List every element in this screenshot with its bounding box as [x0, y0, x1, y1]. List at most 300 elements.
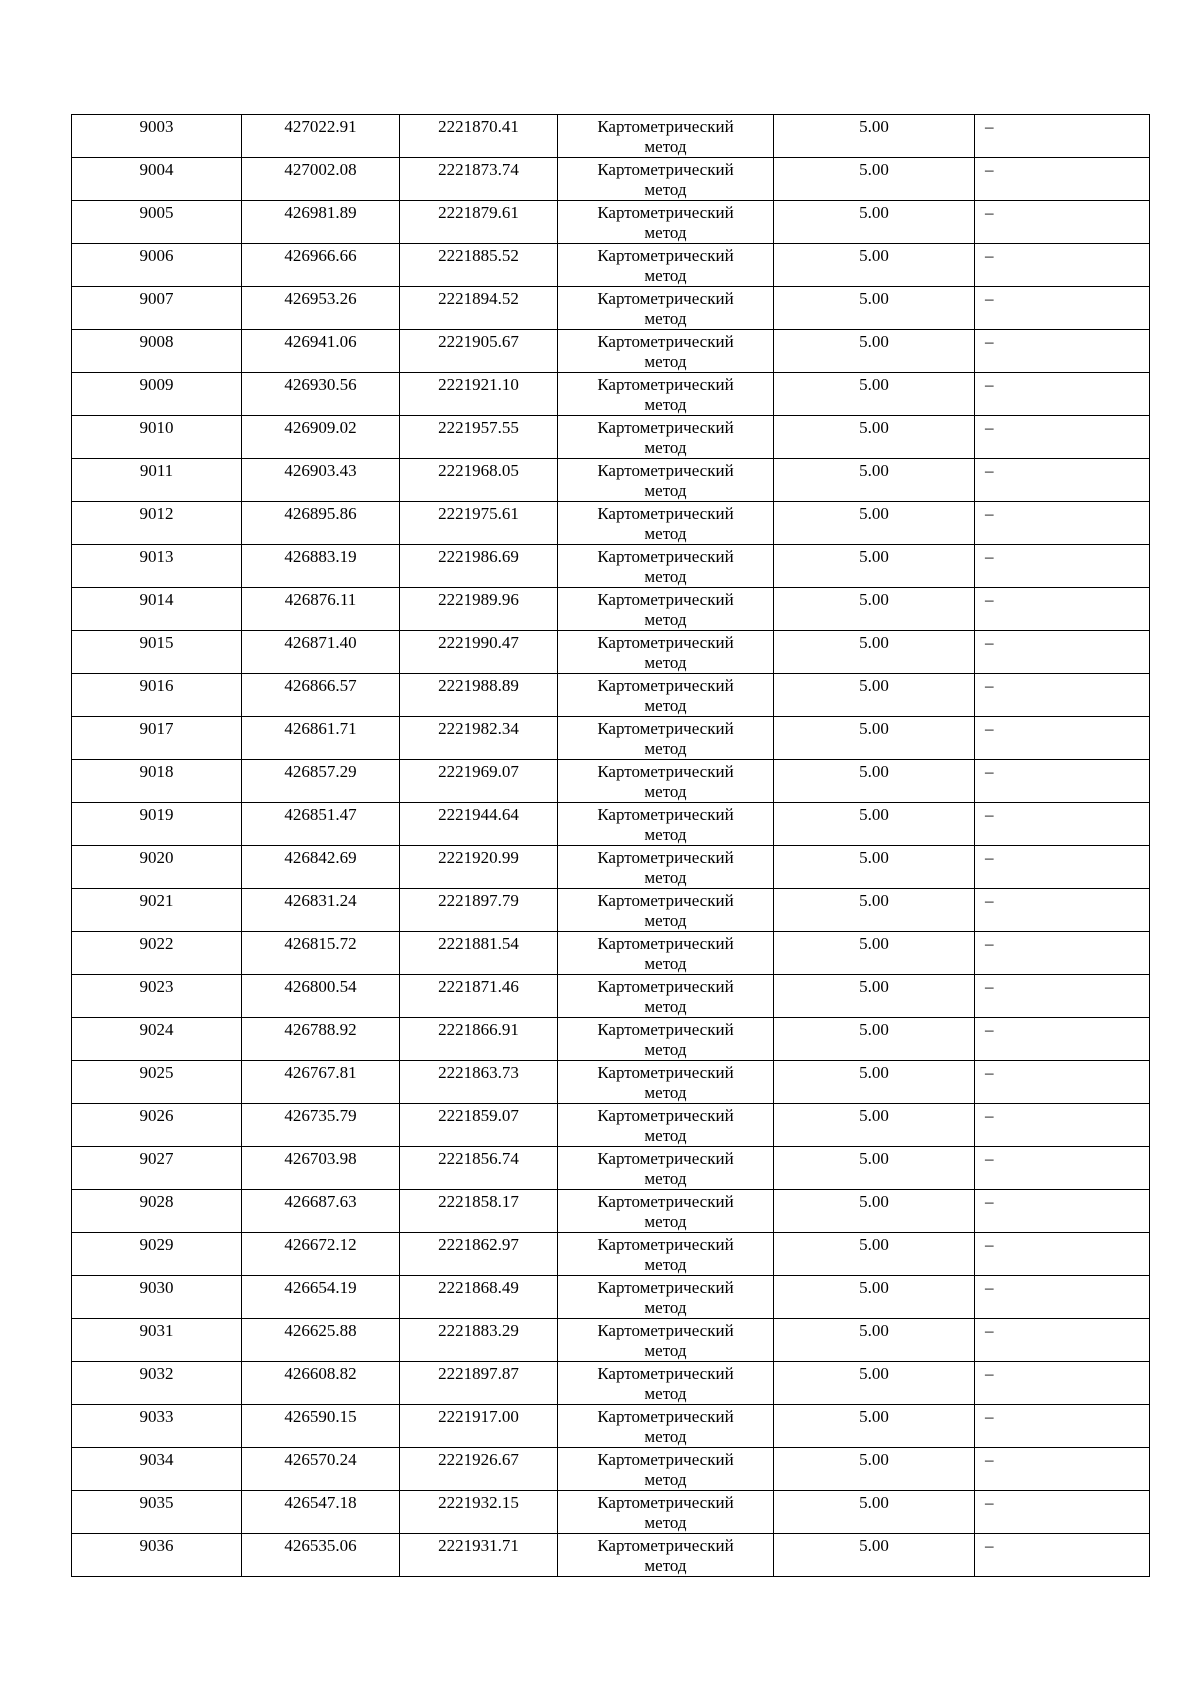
method-line-2: метод: [644, 137, 687, 156]
note-cell: [975, 975, 1150, 1018]
point-number-cell-text: 9026: [139, 1106, 174, 1125]
table-row: [72, 889, 1150, 932]
note-cell-text: –: [985, 590, 994, 609]
y-coordinate-cell: [400, 1319, 558, 1362]
x-coordinate-cell: [242, 846, 400, 889]
note-cell-text: –: [985, 1020, 994, 1039]
table-row: [72, 1018, 1150, 1061]
y-coordinate-cell-text: 2221885.52: [438, 246, 519, 265]
table-row: [72, 1319, 1150, 1362]
point-number-cell: [72, 545, 242, 588]
note-cell: [975, 416, 1150, 459]
note-cell-text: –: [985, 160, 994, 179]
y-coordinate-cell: [400, 1061, 558, 1104]
y-coordinate-cell: [400, 502, 558, 545]
y-coordinate-cell-text: 2221931.71: [438, 1536, 519, 1555]
point-number-cell: [72, 803, 242, 846]
accuracy-cell-text: 5.00: [859, 1536, 889, 1555]
point-number-cell-text: 9013: [139, 547, 174, 566]
x-coordinate-cell: [242, 1061, 400, 1104]
point-number-cell-text: 9029: [139, 1235, 174, 1254]
accuracy-cell: [774, 1405, 975, 1448]
x-coordinate-cell: [242, 760, 400, 803]
x-coordinate-cell-text: 426953.26: [284, 289, 357, 308]
point-number-cell: [72, 588, 242, 631]
method-cell: [558, 502, 774, 545]
note-cell: [975, 889, 1150, 932]
accuracy-cell: [774, 760, 975, 803]
accuracy-cell: [774, 545, 975, 588]
method-line-2: метод: [644, 1298, 687, 1317]
table-row: [72, 244, 1150, 287]
accuracy-cell-text: 5.00: [859, 676, 889, 695]
note-cell: [975, 502, 1150, 545]
x-coordinate-cell: [242, 1190, 400, 1233]
coordinates-table-body: [72, 115, 1150, 1577]
method-line-1: Картометрический: [597, 633, 734, 652]
y-coordinate-cell-text: 2221932.15: [438, 1493, 519, 1512]
method-cell: [558, 1276, 774, 1319]
method-line-1: Картометрический: [597, 1321, 734, 1340]
x-coordinate-cell: [242, 1362, 400, 1405]
point-number-cell-text: 9023: [139, 977, 174, 996]
method-line-1: Картометрический: [597, 1278, 734, 1297]
x-coordinate-cell: [242, 502, 400, 545]
accuracy-cell-text: 5.00: [859, 1106, 889, 1125]
note-cell: [975, 1405, 1150, 1448]
note-cell-text: –: [985, 1192, 994, 1211]
method-cell: [558, 803, 774, 846]
method-cell: [558, 1491, 774, 1534]
x-coordinate-cell: [242, 545, 400, 588]
method-line-1: Картометрический: [597, 332, 734, 351]
y-coordinate-cell-text: 2221905.67: [438, 332, 519, 351]
table-row: [72, 846, 1150, 889]
method-line-1: Картометрический: [597, 934, 734, 953]
point-number-cell: [72, 1190, 242, 1233]
note-cell-text: –: [985, 676, 994, 695]
y-coordinate-cell: [400, 1405, 558, 1448]
x-coordinate-cell-text: 426861.71: [284, 719, 357, 738]
accuracy-cell: [774, 846, 975, 889]
accuracy-cell: [774, 803, 975, 846]
point-number-cell: [72, 631, 242, 674]
accuracy-cell-text: 5.00: [859, 805, 889, 824]
table-row: [72, 717, 1150, 760]
method-line-2: метод: [644, 954, 687, 973]
method-line-2: метод: [644, 1255, 687, 1274]
note-cell-text: –: [985, 1106, 994, 1125]
method-line-1: Картометрический: [597, 246, 734, 265]
method-cell: [558, 416, 774, 459]
accuracy-cell-text: 5.00: [859, 1235, 889, 1254]
y-coordinate-cell: [400, 373, 558, 416]
table-row: [72, 803, 1150, 846]
accuracy-cell: [774, 459, 975, 502]
x-coordinate-cell: [242, 459, 400, 502]
method-cell: [558, 115, 774, 158]
point-number-cell: [72, 717, 242, 760]
y-coordinate-cell: [400, 1448, 558, 1491]
x-coordinate-cell: [242, 1233, 400, 1276]
table-row: [72, 115, 1150, 158]
table-row: [72, 459, 1150, 502]
point-number-cell: [72, 846, 242, 889]
y-coordinate-cell-text: 2221871.46: [438, 977, 519, 996]
note-cell: [975, 588, 1150, 631]
method-line-2: метод: [644, 911, 687, 930]
method-line-1: Картометрический: [597, 719, 734, 738]
note-cell-text: –: [985, 1278, 994, 1297]
point-number-cell: [72, 1233, 242, 1276]
y-coordinate-cell: [400, 1018, 558, 1061]
note-cell-text: –: [985, 1536, 994, 1555]
accuracy-cell-text: 5.00: [859, 719, 889, 738]
accuracy-cell: [774, 1534, 975, 1577]
x-coordinate-cell: [242, 287, 400, 330]
note-cell-text: –: [985, 1407, 994, 1426]
table-row: [72, 158, 1150, 201]
method-line-1: Картометрический: [597, 762, 734, 781]
note-cell: [975, 760, 1150, 803]
accuracy-cell: [774, 975, 975, 1018]
y-coordinate-cell: [400, 932, 558, 975]
point-number-cell-text: 9005: [139, 203, 174, 222]
note-cell-text: –: [985, 934, 994, 953]
point-number-cell: [72, 1147, 242, 1190]
note-cell: [975, 1061, 1150, 1104]
method-cell: [558, 1362, 774, 1405]
x-coordinate-cell: [242, 631, 400, 674]
method-cell: [558, 1147, 774, 1190]
note-cell-text: –: [985, 762, 994, 781]
method-line-2: метод: [644, 266, 687, 285]
note-cell-text: –: [985, 1235, 994, 1254]
method-line-2: метод: [644, 653, 687, 672]
method-line-2: метод: [644, 1470, 687, 1489]
y-coordinate-cell-text: 2221921.10: [438, 375, 519, 394]
note-cell-text: –: [985, 891, 994, 910]
method-line-2: метод: [644, 1126, 687, 1145]
y-coordinate-cell: [400, 1233, 558, 1276]
y-coordinate-cell-text: 2221868.49: [438, 1278, 519, 1297]
method-cell: [558, 1190, 774, 1233]
accuracy-cell: [774, 1319, 975, 1362]
method-cell: [558, 1061, 774, 1104]
note-cell: [975, 201, 1150, 244]
method-line-2: метод: [644, 567, 687, 586]
point-number-cell: [72, 1319, 242, 1362]
method-line-2: метод: [644, 1040, 687, 1059]
accuracy-cell-text: 5.00: [859, 289, 889, 308]
method-cell: [558, 932, 774, 975]
y-coordinate-cell-text: 2221920.99: [438, 848, 519, 867]
point-number-cell: [72, 1448, 242, 1491]
table-row: [72, 287, 1150, 330]
table-row: [72, 1233, 1150, 1276]
accuracy-cell-text: 5.00: [859, 1020, 889, 1039]
y-coordinate-cell: [400, 717, 558, 760]
method-line-2: метод: [644, 524, 687, 543]
accuracy-cell-text: 5.00: [859, 1321, 889, 1340]
method-line-1: Картометрический: [597, 1106, 734, 1125]
method-line-1: Картометрический: [597, 891, 734, 910]
method-line-1: Картометрический: [597, 1493, 734, 1512]
accuracy-cell-text: 5.00: [859, 977, 889, 996]
y-coordinate-cell: [400, 674, 558, 717]
method-line-1: Картометрический: [597, 504, 734, 523]
y-coordinate-cell: [400, 287, 558, 330]
x-coordinate-cell-text: 426895.86: [284, 504, 357, 523]
point-number-cell-text: 9036: [139, 1536, 174, 1555]
x-coordinate-cell-text: 426800.54: [284, 977, 357, 996]
accuracy-cell-text: 5.00: [859, 848, 889, 867]
table-row: [72, 330, 1150, 373]
point-number-cell-text: 9019: [139, 805, 174, 824]
x-coordinate-cell-text: 427022.91: [284, 117, 357, 136]
note-cell: [975, 287, 1150, 330]
point-number-cell: [72, 201, 242, 244]
method-cell: [558, 287, 774, 330]
y-coordinate-cell: [400, 889, 558, 932]
note-cell: [975, 244, 1150, 287]
y-coordinate-cell-text: 2221897.79: [438, 891, 519, 910]
point-number-cell-text: 9018: [139, 762, 174, 781]
x-coordinate-cell: [242, 803, 400, 846]
point-number-cell-text: 9031: [139, 1321, 174, 1340]
note-cell: [975, 158, 1150, 201]
table-row: [72, 201, 1150, 244]
point-number-cell-text: 9016: [139, 676, 174, 695]
table-row: [72, 631, 1150, 674]
method-line-1: Картометрический: [597, 375, 734, 394]
point-number-cell-text: 9033: [139, 1407, 174, 1426]
accuracy-cell: [774, 631, 975, 674]
y-coordinate-cell: [400, 588, 558, 631]
accuracy-cell-text: 5.00: [859, 1364, 889, 1383]
accuracy-cell-text: 5.00: [859, 203, 889, 222]
x-coordinate-cell: [242, 201, 400, 244]
point-number-cell: [72, 1104, 242, 1147]
point-number-cell-text: 9021: [139, 891, 174, 910]
method-line-2: метод: [644, 1169, 687, 1188]
table-row: [72, 760, 1150, 803]
table-row: [72, 416, 1150, 459]
point-number-cell-text: 9010: [139, 418, 174, 437]
method-line-2: метод: [644, 309, 687, 328]
method-cell: [558, 760, 774, 803]
y-coordinate-cell: [400, 1362, 558, 1405]
y-coordinate-cell-text: 2221879.61: [438, 203, 519, 222]
y-coordinate-cell-text: 2221944.64: [438, 805, 519, 824]
note-cell-text: –: [985, 1364, 994, 1383]
method-cell: [558, 846, 774, 889]
accuracy-cell: [774, 201, 975, 244]
accuracy-cell: [774, 287, 975, 330]
x-coordinate-cell-text: 426930.56: [284, 375, 357, 394]
y-coordinate-cell: [400, 244, 558, 287]
accuracy-cell-text: 5.00: [859, 1063, 889, 1082]
method-line-2: метод: [644, 696, 687, 715]
method-cell: [558, 1319, 774, 1362]
x-coordinate-cell-text: 426941.06: [284, 332, 357, 351]
accuracy-cell: [774, 717, 975, 760]
table-row: [72, 588, 1150, 631]
point-number-cell-text: 9024: [139, 1020, 174, 1039]
table-row: [72, 975, 1150, 1018]
table-row: [72, 373, 1150, 416]
note-cell: [975, 1362, 1150, 1405]
point-number-cell: [72, 416, 242, 459]
y-coordinate-cell-text: 2221856.74: [438, 1149, 519, 1168]
y-coordinate-cell-text: 2221881.54: [438, 934, 519, 953]
note-cell-text: –: [985, 289, 994, 308]
accuracy-cell-text: 5.00: [859, 1278, 889, 1297]
method-line-2: метод: [644, 997, 687, 1016]
point-number-cell-text: 9034: [139, 1450, 174, 1469]
point-number-cell-text: 9008: [139, 332, 174, 351]
note-cell: [975, 115, 1150, 158]
accuracy-cell-text: 5.00: [859, 117, 889, 136]
y-coordinate-cell-text: 2221863.73: [438, 1063, 519, 1082]
y-coordinate-cell-text: 2221866.91: [438, 1020, 519, 1039]
accuracy-cell: [774, 1061, 975, 1104]
accuracy-cell: [774, 674, 975, 717]
x-coordinate-cell: [242, 1018, 400, 1061]
x-coordinate-cell-text: 426866.57: [284, 676, 357, 695]
note-cell: [975, 1448, 1150, 1491]
method-line-1: Картометрический: [597, 1020, 734, 1039]
x-coordinate-cell: [242, 1405, 400, 1448]
note-cell: [975, 1276, 1150, 1319]
accuracy-cell-text: 5.00: [859, 418, 889, 437]
y-coordinate-cell-text: 2221969.07: [438, 762, 519, 781]
table-row: [72, 502, 1150, 545]
note-cell: [975, 846, 1150, 889]
note-cell: [975, 1147, 1150, 1190]
point-number-cell-text: 9020: [139, 848, 174, 867]
method-cell: [558, 244, 774, 287]
point-number-cell-text: 9003: [139, 117, 174, 136]
accuracy-cell: [774, 1104, 975, 1147]
point-number-cell: [72, 1491, 242, 1534]
point-number-cell: [72, 502, 242, 545]
y-coordinate-cell-text: 2221894.52: [438, 289, 519, 308]
x-coordinate-cell-text: 426570.24: [284, 1450, 357, 1469]
y-coordinate-cell-text: 2221862.97: [438, 1235, 519, 1254]
y-coordinate-cell: [400, 1276, 558, 1319]
point-number-cell: [72, 1534, 242, 1577]
x-coordinate-cell: [242, 115, 400, 158]
table-row: [72, 1147, 1150, 1190]
y-coordinate-cell-text: 2221988.89: [438, 676, 519, 695]
point-number-cell: [72, 932, 242, 975]
x-coordinate-cell-text: 426903.43: [284, 461, 357, 480]
point-number-cell-text: 9035: [139, 1493, 174, 1512]
accuracy-cell-text: 5.00: [859, 375, 889, 394]
y-coordinate-cell: [400, 1147, 558, 1190]
method-line-1: Картометрический: [597, 1536, 734, 1555]
accuracy-cell-text: 5.00: [859, 246, 889, 265]
accuracy-cell-text: 5.00: [859, 504, 889, 523]
y-coordinate-cell: [400, 416, 558, 459]
x-coordinate-cell: [242, 330, 400, 373]
point-number-cell: [72, 115, 242, 158]
note-cell-text: –: [985, 719, 994, 738]
method-cell: [558, 889, 774, 932]
table-row: [72, 1448, 1150, 1491]
point-number-cell-text: 9028: [139, 1192, 174, 1211]
x-coordinate-cell-text: 426625.88: [284, 1321, 357, 1340]
point-number-cell: [72, 373, 242, 416]
x-coordinate-cell: [242, 932, 400, 975]
note-cell: [975, 1319, 1150, 1362]
y-coordinate-cell: [400, 975, 558, 1018]
note-cell: [975, 1018, 1150, 1061]
x-coordinate-cell-text: 426654.19: [284, 1278, 357, 1297]
method-line-2: метод: [644, 1212, 687, 1231]
y-coordinate-cell-text: 2221986.69: [438, 547, 519, 566]
table-row: [72, 1491, 1150, 1534]
accuracy-cell: [774, 1362, 975, 1405]
note-cell-text: –: [985, 203, 994, 222]
point-number-cell-text: 9025: [139, 1063, 174, 1082]
y-coordinate-cell: [400, 1491, 558, 1534]
method-line-1: Картометрический: [597, 289, 734, 308]
note-cell: [975, 1233, 1150, 1276]
x-coordinate-cell-text: 426788.92: [284, 1020, 357, 1039]
method-cell: [558, 330, 774, 373]
method-line-1: Картометрический: [597, 547, 734, 566]
table-row: [72, 1362, 1150, 1405]
method-cell: [558, 975, 774, 1018]
point-number-cell: [72, 760, 242, 803]
x-coordinate-cell-text: 426966.66: [284, 246, 357, 265]
point-number-cell: [72, 1362, 242, 1405]
x-coordinate-cell: [242, 158, 400, 201]
accuracy-cell: [774, 932, 975, 975]
accuracy-cell: [774, 1233, 975, 1276]
y-coordinate-cell-text: 2221957.55: [438, 418, 519, 437]
note-cell-text: –: [985, 332, 994, 351]
x-coordinate-cell-text: 426851.47: [284, 805, 357, 824]
method-line-1: Картометрический: [597, 1063, 734, 1082]
accuracy-cell: [774, 1448, 975, 1491]
x-coordinate-cell: [242, 1534, 400, 1577]
note-cell: [975, 1534, 1150, 1577]
point-number-cell-text: 9027: [139, 1149, 174, 1168]
table-row: [72, 1061, 1150, 1104]
x-coordinate-cell-text: 426831.24: [284, 891, 357, 910]
accuracy-cell: [774, 244, 975, 287]
method-line-1: Картометрический: [597, 1364, 734, 1383]
y-coordinate-cell-text: 2221859.07: [438, 1106, 519, 1125]
x-coordinate-cell-text: 426535.06: [284, 1536, 357, 1555]
point-number-cell-text: 9006: [139, 246, 174, 265]
accuracy-cell-text: 5.00: [859, 461, 889, 480]
method-cell: [558, 373, 774, 416]
note-cell-text: –: [985, 461, 994, 480]
x-coordinate-cell: [242, 1276, 400, 1319]
x-coordinate-cell: [242, 1319, 400, 1362]
note-cell: [975, 545, 1150, 588]
x-coordinate-cell-text: 426672.12: [284, 1235, 357, 1254]
method-line-1: Картометрический: [597, 805, 734, 824]
x-coordinate-cell: [242, 1104, 400, 1147]
x-coordinate-cell: [242, 1448, 400, 1491]
method-line-2: метод: [644, 825, 687, 844]
table-row: [72, 674, 1150, 717]
